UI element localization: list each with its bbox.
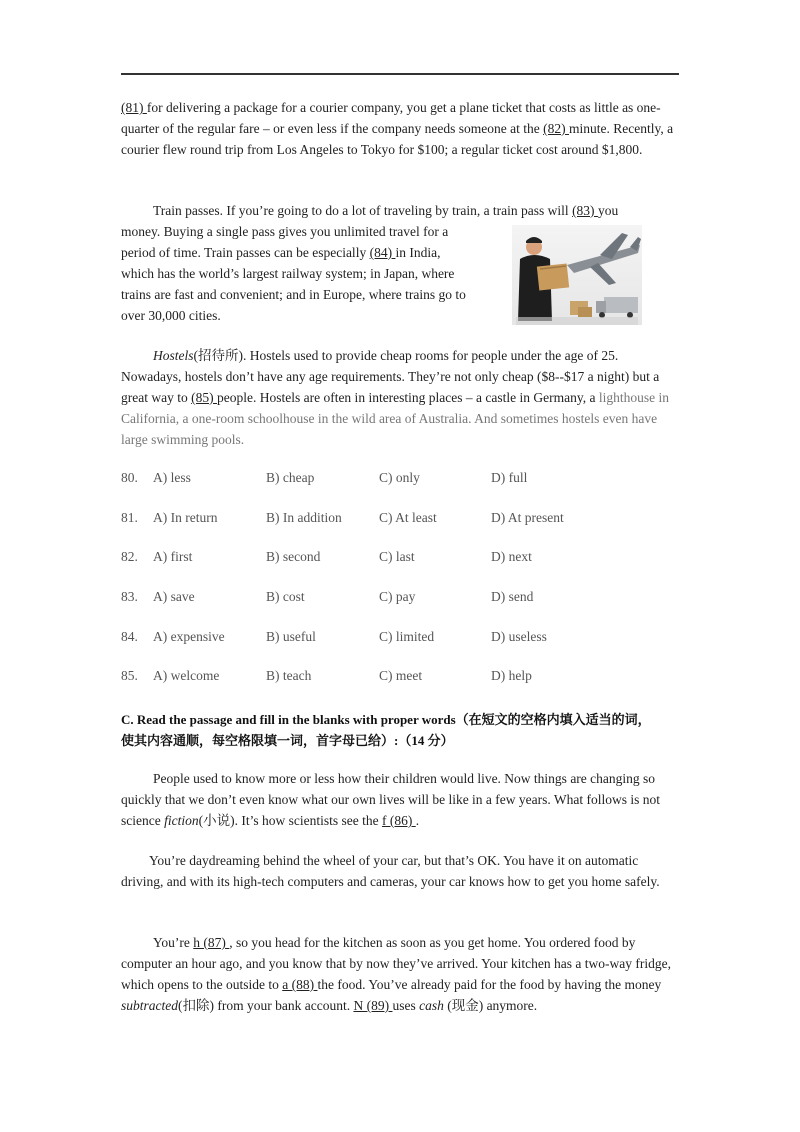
question-number: 80. [121, 470, 138, 485]
text: . [415, 813, 420, 828]
blank-81: (81) [121, 100, 147, 115]
option-d: D) At present [491, 510, 564, 525]
option-row-82 [121, 549, 681, 569]
text: , so you head for the kitchen as soon as you get home. You ordered food by computer an hour ago, and you know that by now they’ve arrived. Your kitchen has a two-way fridge, which opens to the outside to [121, 935, 671, 992]
paragraph-kitchen [121, 932, 681, 1016]
option-a: A) welcome [153, 668, 220, 683]
option-c: C) pay [379, 589, 416, 604]
text: (现金) anymore. [443, 998, 538, 1013]
option-c: C) At least [379, 510, 437, 525]
option-row-85 [121, 668, 681, 688]
question-number: 81. [121, 510, 138, 525]
text: (小说). It’s how scientists see the [198, 813, 382, 828]
heading-line: 使其内容通顺，每空格限填一词，首字母已给）:（14 分） [121, 733, 454, 748]
paragraph-hostels [121, 345, 681, 450]
paragraph-train-line1 [121, 200, 681, 221]
text-line [121, 242, 501, 263]
blank-82: (82) [543, 121, 569, 136]
option-a: A) first [153, 549, 193, 564]
option-a: A) expensive [153, 629, 225, 644]
blank-84: (84) [369, 245, 396, 260]
text: you [597, 203, 619, 218]
option-b: B) cost [266, 589, 305, 604]
option-c: C) meet [379, 668, 423, 683]
section-c-heading [121, 709, 681, 751]
question-number: 83. [121, 589, 138, 604]
option-row-81 [121, 510, 681, 530]
italic-term: fiction [164, 813, 199, 828]
question-number: 82. [121, 549, 138, 564]
blank-88: a (88) [282, 977, 318, 992]
text: (招待所). Hostels used to provide cheap rooms for people under the age of 25. Nowadays, hostels don’t have any age requirements. They’re not only cheap ($8--$17 a night) but a great way to [121, 348, 660, 405]
text-line: trains are fast and convenient; and in Europe, where trains go to [121, 287, 466, 302]
text-line: over 30,000 cities. [121, 308, 221, 323]
question-number: 84. [121, 629, 138, 644]
text: uses [392, 998, 420, 1013]
blank-87: h (87) [193, 935, 230, 950]
text: the food. You’ve already paid for the food by having the money [317, 977, 662, 992]
option-c: C) only [379, 470, 420, 485]
option-d: D) next [491, 549, 532, 564]
text: in India, [395, 245, 441, 260]
courier-airplane-image [512, 225, 642, 325]
blank-83: (83) [572, 203, 598, 218]
text: Train passes. If you’re going to do a lot of traveling by train, a train pass will [153, 203, 573, 218]
option-row-83 [121, 589, 681, 609]
option-b: B) cheap [266, 470, 315, 485]
text: period of time. Train passes can be especially [121, 245, 370, 260]
text-line: money. Buying a single pass gives you unlimited travel for a [121, 224, 449, 239]
option-d: D) help [491, 668, 532, 683]
option-d: D) send [491, 589, 534, 604]
italic-term: Hostels [153, 348, 194, 363]
text: You’re daydreaming behind the wheel of your car, but that’s OK. You have it on automatic driving, and with its high-tech computers and cameras, your car knows how to get you home safely. [121, 853, 660, 889]
text-line: which has the world’s largest railway system; in Japan, where [121, 266, 455, 281]
option-c: C) last [379, 549, 415, 564]
question-number: 85. [121, 668, 138, 683]
paragraph-train-rest [121, 221, 501, 326]
option-c: C) limited [379, 629, 435, 644]
option-a: A) less [153, 470, 191, 485]
option-b: B) second [266, 549, 321, 564]
blank-89: N (89) [353, 998, 393, 1013]
blank-85: (85) [191, 390, 217, 405]
option-row-80 [121, 470, 681, 490]
heading-line: C. Read the passage and fill in the blanks with proper words（在短文的空格内填入适当的词， [121, 712, 651, 727]
blank-86: f (86) [381, 813, 416, 828]
option-a: A) In return [153, 510, 218, 525]
paragraph-future [121, 768, 681, 831]
option-d: D) full [491, 470, 528, 485]
option-b: B) In addition [266, 510, 342, 525]
paragraph-car [121, 850, 681, 892]
italic-term: subtracted [121, 998, 178, 1013]
text: lighthouse in California, a one-room schoolhouse in the wild area of Australia. And sometimes hostels even have large swimming pools. [121, 390, 669, 447]
text: for delivering a package for a courier company, you get a plane ticket that costs as little as one-quarter of the regular fare – or even less if the company needs someone at the [121, 100, 661, 136]
text: minute. Recently, a courier flew round trip from Los Angeles to Tokyo for $100; a regular ticket cost around $1,800. [121, 121, 674, 157]
text: You’re [153, 935, 194, 950]
text: people. Hostels are often in interesting places – a castle in Germany, a [216, 390, 599, 405]
option-d: D) useless [491, 629, 547, 644]
option-a: A) save [153, 589, 195, 604]
option-row-84 [121, 629, 681, 649]
text: (扣除) from your bank account. [178, 998, 354, 1013]
option-b: B) useful [266, 629, 316, 644]
italic-term: cash [419, 998, 444, 1013]
text: People used to know more or less how their children would live. Now things are changing so quickly that we don’t even know what our own lives will be like in a few years. What follows is not science [121, 771, 661, 828]
top-rule [121, 73, 679, 75]
paragraph-courier [121, 97, 681, 160]
option-b: B) teach [266, 668, 312, 683]
